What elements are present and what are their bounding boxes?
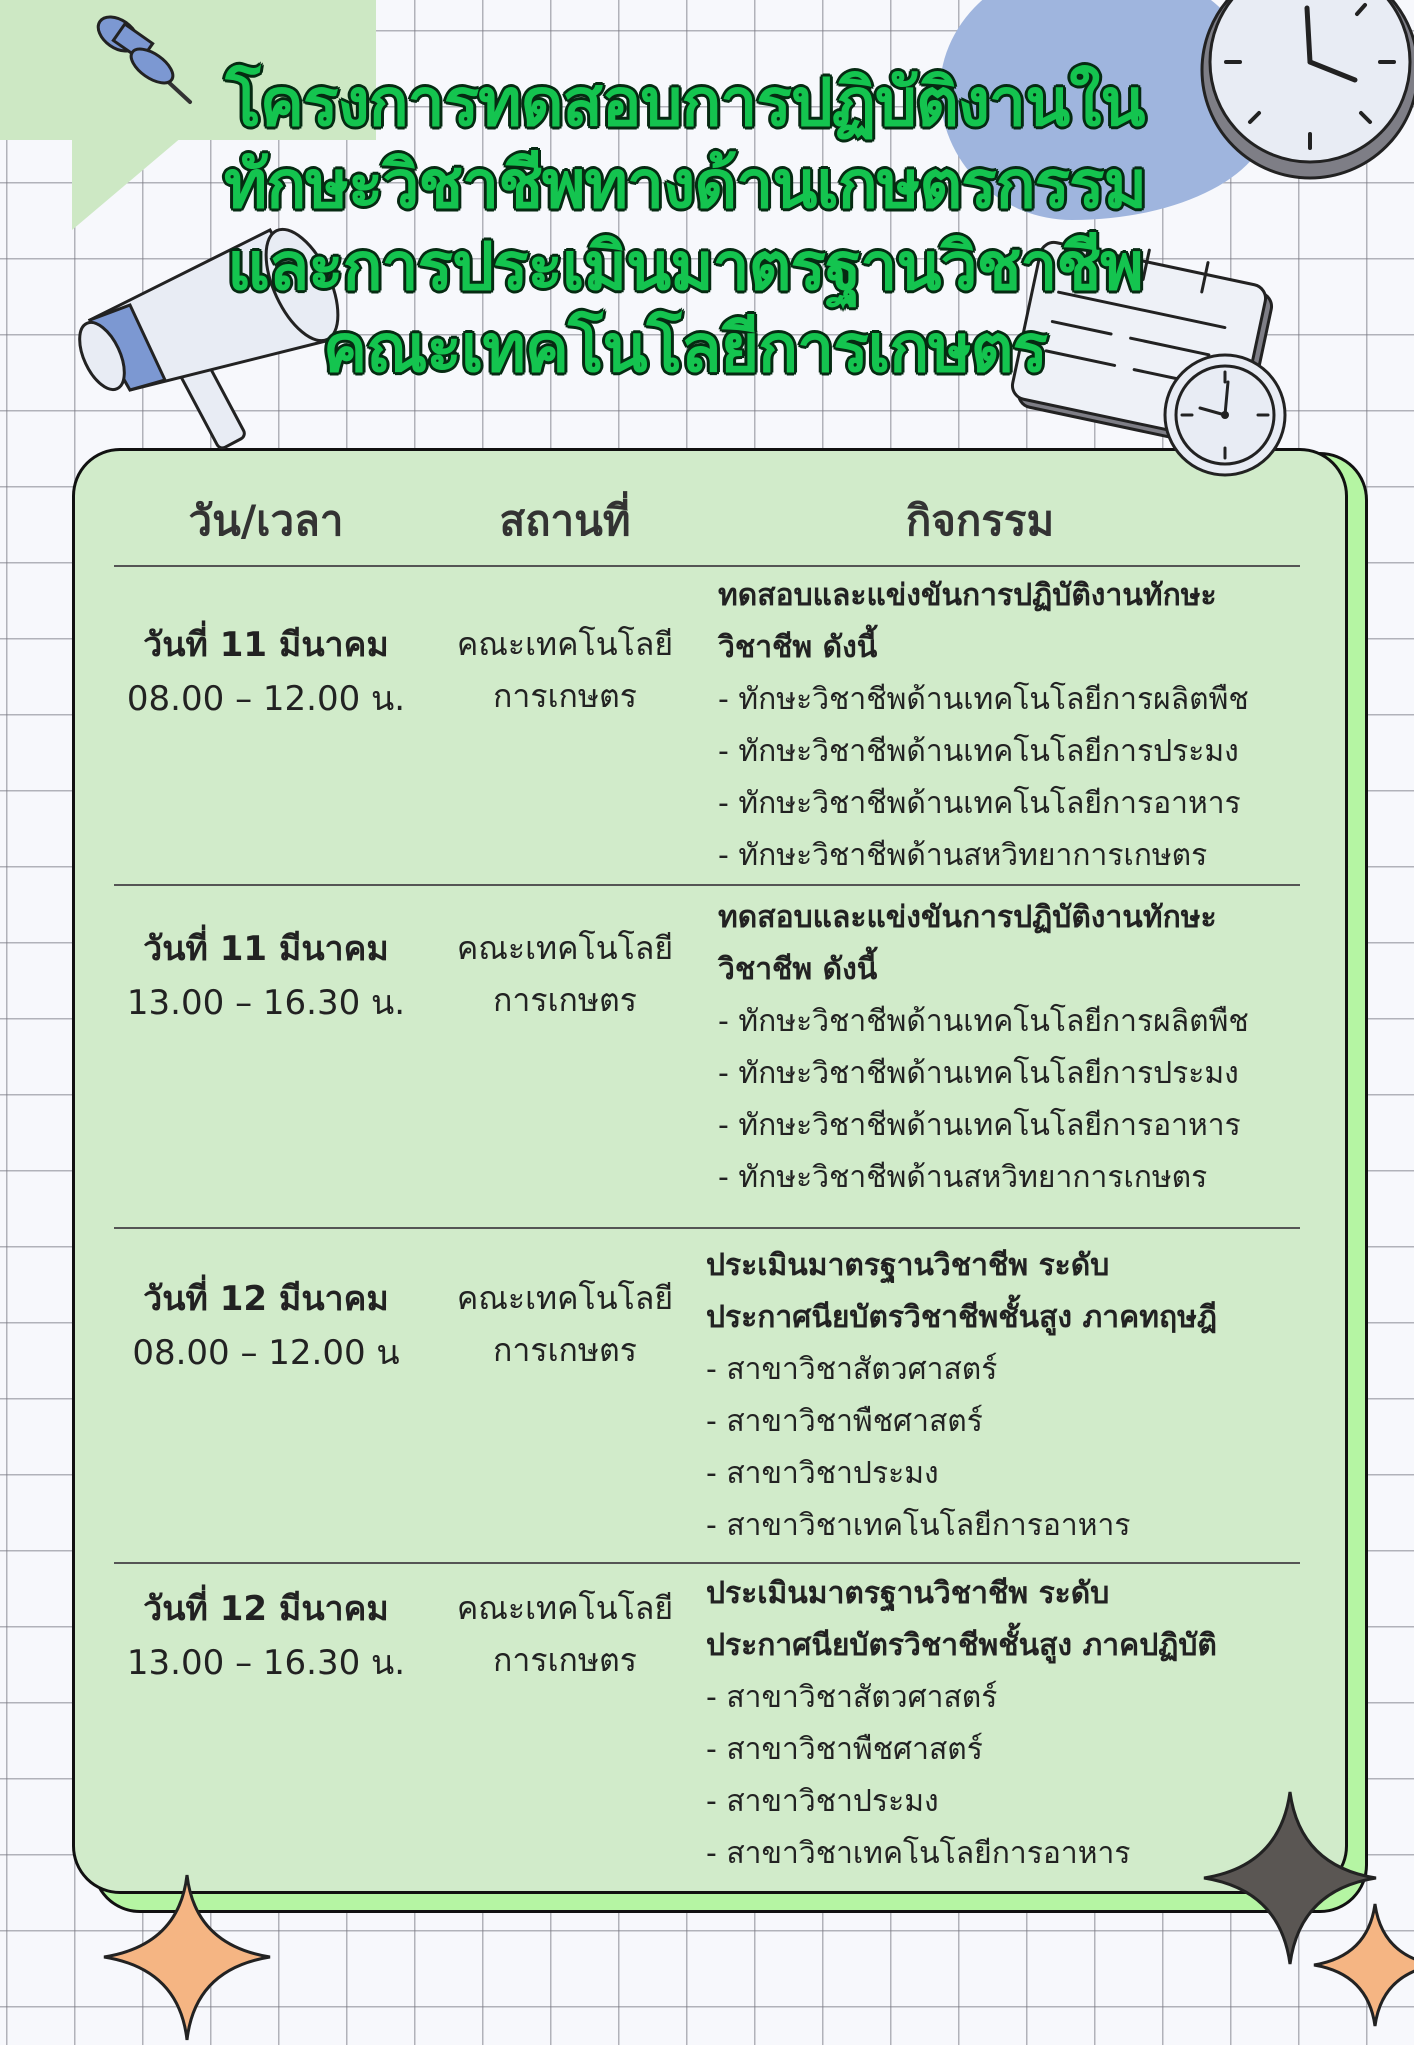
list-item: - สาขาวิชาประมง xyxy=(706,1784,939,1819)
table-row-activity xyxy=(718,892,1358,1204)
row-divider xyxy=(114,1562,1300,1564)
list-item: - สาขาวิชาพืชศาสตร์ xyxy=(706,1732,983,1767)
list-item: - ทักษะวิชาชีพด้านสหวิทยาการเกษตร xyxy=(718,1160,1208,1195)
list-item: - ทักษะวิชาชีพด้านเทคโนโลยีการอาหาร xyxy=(718,1108,1241,1143)
table-row-place xyxy=(440,1272,690,1376)
activity-heading: ประเมินมาตรฐานวิชาชีพ ระดับ xyxy=(706,1248,1110,1283)
list-item: - สาขาวิชาพืชศาสตร์ xyxy=(706,1404,983,1439)
place-line: การเกษตร xyxy=(493,1331,637,1369)
table-row-date xyxy=(108,922,424,1030)
table-row-date xyxy=(108,1582,424,1690)
activity-heading: วิชาชีพ ดังนี้ xyxy=(718,630,878,665)
table-row-date xyxy=(108,618,424,726)
list-item: - สาขาวิชาเทคโนโลยีการอาหาร xyxy=(706,1836,1131,1871)
sparkle-star-icon xyxy=(100,1870,275,2045)
activity-heading: ทดสอบและแข่งขันการปฏิบัติงานทักษะ xyxy=(718,578,1217,613)
header-datetime: วัน/เวลา xyxy=(188,496,344,545)
activity-heading: ประเมินมาตรฐานวิชาชีพ ระดับ xyxy=(706,1576,1110,1611)
time-text: 08.00 – 12.00 น. xyxy=(126,679,406,719)
table-row-activity xyxy=(706,1240,1346,1552)
title-line: และการประเมินมาตรฐานวิชาชีพ xyxy=(227,228,1143,305)
list-item: - สาขาวิชาสัตวศาสตร์ xyxy=(706,1680,998,1715)
list-item: - สาขาวิชาประมง xyxy=(706,1456,939,1491)
header-place: สถานที่ xyxy=(499,496,631,545)
list-item: - ทักษะวิชาชีพด้านเทคโนโลยีการผลิตพืช xyxy=(718,682,1249,717)
table-row-activity xyxy=(718,570,1358,882)
table-row-place xyxy=(440,922,690,1026)
row-divider xyxy=(114,884,1300,886)
place-line: การเกษตร xyxy=(493,1641,637,1679)
place-line: การเกษตร xyxy=(493,981,637,1019)
table-row-place xyxy=(440,618,690,722)
place-line: คณะเทคโนโลยี xyxy=(456,1589,674,1627)
page-title xyxy=(120,62,1250,390)
sparkle-star-icon xyxy=(1310,1900,1414,2030)
list-item: - สาขาวิชาเทคโนโลยีการอาหาร xyxy=(706,1508,1131,1543)
title-line: โครงการทดสอบการปฏิบัติงานใน xyxy=(225,64,1145,141)
list-item: - ทักษะวิชาชีพด้านเทคโนโลยีการประมง xyxy=(718,734,1239,769)
place-line: คณะเทคโนโลยี xyxy=(456,625,674,663)
table-row-date xyxy=(108,1272,424,1380)
time-text: 13.00 – 16.30 น. xyxy=(126,1643,406,1683)
activity-heading: วิชาชีพ ดังนี้ xyxy=(718,952,878,987)
activity-heading: ทดสอบและแข่งขันการปฏิบัติงานทักษะ xyxy=(718,900,1217,935)
row-divider xyxy=(114,565,1300,567)
activity-heading: ประกาศนียบัตรวิชาชีพชั้นสูง ภาคทฤษฎี xyxy=(706,1300,1218,1335)
date-text: วันที่ 11 มีนาคม xyxy=(143,929,389,969)
row-divider xyxy=(114,1227,1300,1229)
place-line: การเกษตร xyxy=(493,677,637,715)
date-text: วันที่ 12 มีนาคม xyxy=(143,1279,389,1319)
list-item: - ทักษะวิชาชีพด้านเทคโนโลยีการผลิตพืช xyxy=(718,1004,1249,1039)
activity-heading: ประกาศนียบัตรวิชาชีพชั้นสูง ภาคปฏิบัติ xyxy=(706,1628,1217,1663)
list-item: - ทักษะวิชาชีพด้านสหวิทยาการเกษตร xyxy=(718,838,1208,873)
title-line: คณะเทคโนโลยีการเกษตร xyxy=(323,310,1047,387)
list-item: - ทักษะวิชาชีพด้านเทคโนโลยีการอาหาร xyxy=(718,786,1241,821)
list-item: - สาขาวิชาสัตวศาสตร์ xyxy=(706,1352,998,1387)
time-text: 08.00 – 12.00 น xyxy=(132,1333,400,1373)
table-row-place xyxy=(440,1582,690,1686)
title-line: ทักษะวิชาชีพทางด้านเกษตรกรรม xyxy=(223,146,1147,223)
date-text: วันที่ 12 มีนาคม xyxy=(143,1589,389,1629)
date-text: วันที่ 11 มีนาคม xyxy=(143,625,389,665)
place-line: คณะเทคโนโลยี xyxy=(456,1279,674,1317)
time-text: 13.00 – 16.30 น. xyxy=(126,983,406,1023)
list-item: - ทักษะวิชาชีพด้านเทคโนโลยีการประมง xyxy=(718,1056,1239,1091)
place-line: คณะเทคโนโลยี xyxy=(456,929,674,967)
header-activity: กิจกรรม xyxy=(905,496,1055,545)
